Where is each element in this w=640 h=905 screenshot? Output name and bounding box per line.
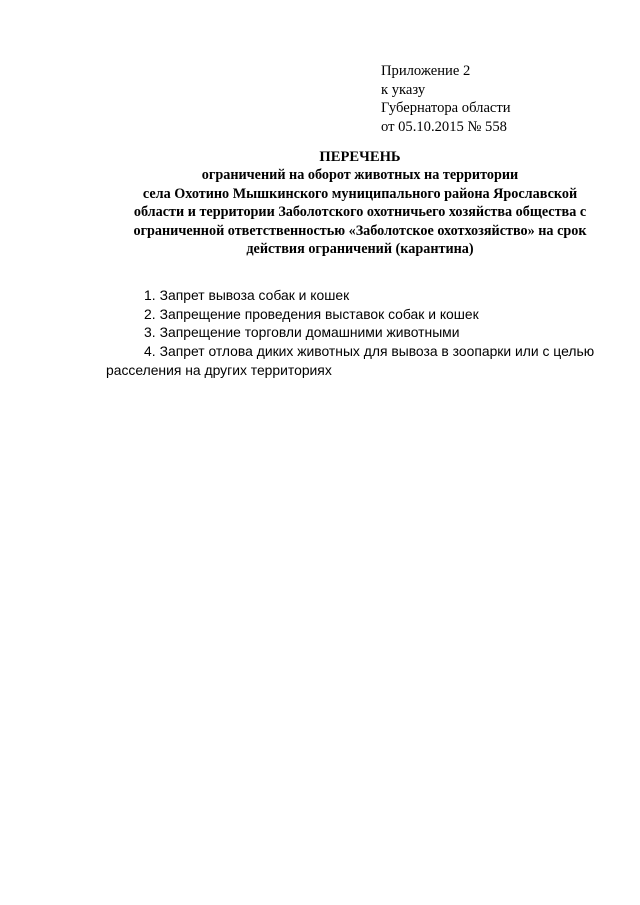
- list-item-number: 4.: [144, 343, 156, 360]
- list-item-number: 1.: [144, 287, 156, 303]
- list-item: [106, 323, 606, 342]
- appendix-date-number: от 05.10.2015 № 558: [381, 118, 507, 135]
- list-item-text: Запрещение проведения выставок собак и кошек: [159, 305, 479, 322]
- list-item-continuation: расселения на других территориях: [106, 361, 332, 378]
- list-item: [106, 342, 606, 361]
- list-item-text: Запрещение торговли домашними животными: [159, 324, 460, 341]
- title-line: действия ограничений (карантина): [246, 241, 474, 258]
- title-line: ограниченной ответственностью «Заболотское охотхозяйство» на срок: [133, 222, 587, 239]
- list-item-number: 2.: [144, 305, 156, 322]
- list-item: [106, 286, 606, 305]
- list-item-number: 3.: [144, 324, 156, 341]
- title-heading: ПЕРЕЧЕНЬ: [319, 149, 401, 165]
- restrictions-list: [106, 286, 606, 380]
- title-line: села Охотино Мышкинского муниципального района Ярославской: [142, 185, 578, 202]
- list-item-text: Запрет отлова диких животных для вывоза в зоопарки или с целью: [159, 343, 595, 360]
- appendix-issuer: Губернатора области: [381, 100, 511, 116]
- list-item: [106, 305, 606, 324]
- appendix-reference: [381, 62, 511, 136]
- document-title: [90, 148, 630, 258]
- list-item-text: Запрет вывоза собак и кошек: [159, 287, 350, 303]
- title-line: ограничений на оборот животных на территории: [201, 167, 519, 184]
- appendix-number: Приложение 2: [381, 63, 471, 79]
- appendix-decree-label: к указу: [381, 81, 426, 98]
- title-line: области и территории Заболотского охотничьего хозяйства общества с: [133, 204, 587, 221]
